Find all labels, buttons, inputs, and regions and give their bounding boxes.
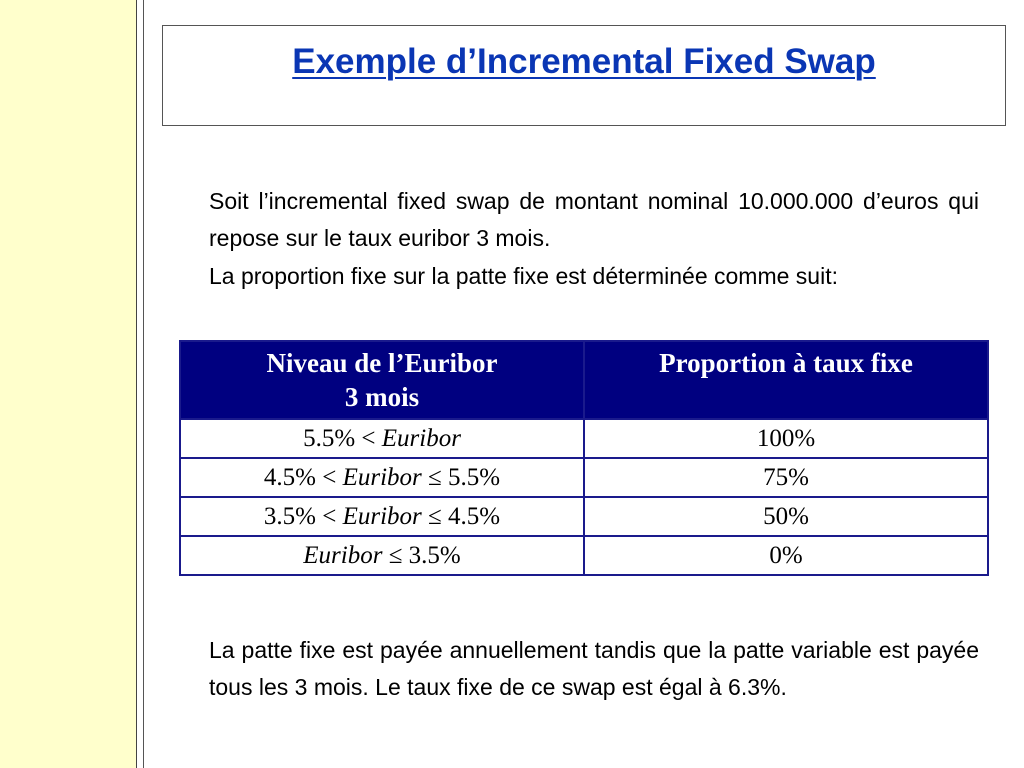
header-euribor-level	[180, 341, 584, 419]
euribor-level-cell: 3.5% < Euribor ≤ 4.5%	[180, 497, 584, 536]
table-row	[180, 497, 988, 536]
slide-title: Exemple d’Incremental Fixed Swap	[292, 42, 876, 81]
payment-paragraph: La patte fixe est payée annuellement tandis que la patte variable est payée tous les 3 mois. Le taux fixe de ce swap est égal à 6.3%.	[209, 637, 979, 700]
proportion-cell: 50%	[584, 497, 988, 536]
proportion-cell: 100%	[584, 419, 988, 458]
euribor-level-cell: 4.5% < Euribor ≤ 5.5%	[180, 458, 584, 497]
proportion-cell: 0%	[584, 536, 988, 575]
proportion-cell: 75%	[584, 458, 988, 497]
euribor-level-cell: Euribor ≤ 3.5%	[180, 536, 584, 575]
header-fixed-proportion	[584, 341, 988, 419]
side-divider	[143, 0, 144, 768]
intro-paragraph: Soit l’incremental fixed swap de montant nominal 10.000.000 d’euros qui repose sur le taux euribor 3 mois.	[209, 188, 979, 251]
table-row	[180, 458, 988, 497]
table-row	[180, 536, 988, 575]
table-header-row	[180, 341, 988, 419]
side-strip	[0, 0, 137, 768]
header-euribor-level-line2: 3 mois	[344, 382, 420, 412]
proportion-paragraph: La proportion fixe sur la patte fixe est déterminée comme suit:	[209, 263, 838, 289]
euribor-level-cell: 5.5% < Euribor	[180, 419, 584, 458]
header-fixed-proportion-line1: Proportion à taux fixe	[659, 348, 913, 378]
rate-table	[179, 340, 989, 576]
header-euribor-level-line1: Niveau de l’Euribor	[266, 348, 498, 378]
table-row	[180, 419, 988, 458]
title-box	[162, 25, 1006, 126]
